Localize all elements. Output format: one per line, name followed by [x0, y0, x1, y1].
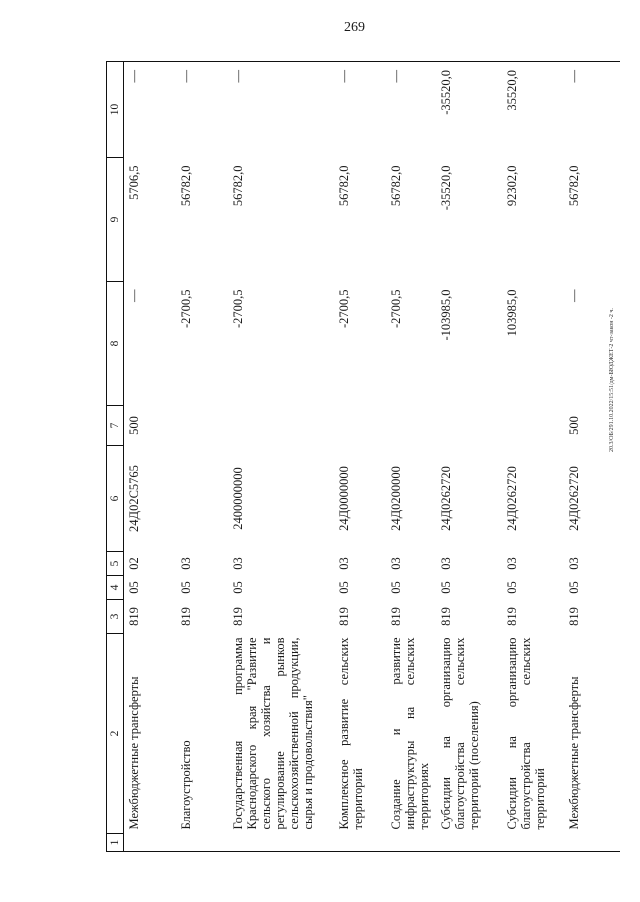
- row-cell-1: [124, 834, 177, 852]
- table-row: [502, 62, 564, 852]
- row-name: Субсидии на организацию благоустройства сельских территорий (поселения): [439, 637, 481, 830]
- table-row: [436, 62, 502, 852]
- row-cell-3: 819: [567, 607, 581, 626]
- row-cell-3: 819: [505, 607, 519, 626]
- row-cell-7: [334, 406, 386, 446]
- page-number: 269: [344, 20, 365, 35]
- row-cell-8: —: [127, 289, 141, 302]
- row-cell-10: —: [228, 62, 334, 158]
- row-name: Государственная программа Краснодарского края "Развитие сельского хозяйства и регулирование рынков сельскохозяйственной продукции, сырья и продовольствия": [231, 637, 315, 830]
- header-cell: 6: [107, 446, 124, 552]
- row-cell-5: 03: [567, 557, 581, 570]
- row-cell-9: 92302,0: [505, 165, 519, 207]
- row-cell-6: 24Д02С5765: [127, 465, 141, 532]
- header-cell: 9: [107, 158, 124, 282]
- row-cell-1: [436, 834, 502, 852]
- row-cell-7: 500: [127, 416, 141, 435]
- row-name: Создание и развитие инфраструктуры на сельских территориях: [389, 637, 431, 830]
- row-cell-4: 05: [505, 581, 519, 594]
- row-cell-7: [436, 406, 502, 446]
- header-cell: 7: [107, 406, 124, 446]
- row-name: Субсидии на организацию благоустройства сельских территорий: [505, 637, 547, 830]
- row-cell-4: 05: [337, 581, 351, 594]
- row-cell-9: 56782,0: [389, 165, 403, 207]
- row-cell-9: 56782,0: [179, 165, 193, 207]
- row-cell-3: 819: [439, 607, 453, 626]
- row-cell-9: 5706,5: [127, 165, 141, 200]
- row-cell-10: —: [176, 62, 228, 158]
- row-cell-7: [386, 406, 436, 446]
- header-cell: 4: [107, 576, 124, 600]
- row-cell-4: 05: [389, 581, 403, 594]
- table-header-row: [107, 62, 124, 852]
- row-cell-3: 819: [127, 607, 141, 626]
- row-cell-9: 56782,0: [231, 165, 245, 207]
- row-cell-9: -35520,0: [439, 165, 453, 211]
- table-row: [176, 62, 228, 852]
- header-cell: 1: [107, 834, 124, 852]
- row-cell-10: —: [386, 62, 436, 158]
- header-cell: 3: [107, 600, 124, 634]
- row-cell-3: 819: [337, 607, 351, 626]
- row-cell-6: 2400000000: [231, 467, 245, 530]
- row-cell-7: 500: [567, 416, 581, 435]
- row-cell-7: [228, 406, 334, 446]
- row-cell-6: 24Д0200000: [389, 466, 403, 531]
- table-row: [228, 62, 334, 852]
- row-cell-5: 02: [127, 557, 141, 570]
- row-cell-5: 03: [439, 557, 453, 570]
- row-cell-8: -2700,5: [389, 289, 403, 329]
- row-cell-5: 03: [179, 557, 193, 570]
- budget-table-rotated: [106, 62, 584, 852]
- row-cell-7: [176, 406, 228, 446]
- budget-table: [106, 61, 620, 852]
- row-cell-8: 103985,0: [505, 289, 519, 337]
- row-cell-8: -2700,5: [231, 289, 245, 329]
- row-cell-5: 03: [231, 557, 245, 570]
- row-cell-9: 56782,0: [337, 165, 351, 207]
- table-row: [564, 62, 620, 852]
- table-row: [124, 62, 177, 852]
- row-cell-1: [176, 834, 228, 852]
- row-name: Межбюджетные трансферты: [567, 676, 581, 830]
- row-cell-10: —: [334, 62, 386, 158]
- row-cell-7: [502, 406, 564, 446]
- header-cell: 2: [107, 634, 124, 834]
- header-cell: 10: [107, 62, 124, 158]
- row-cell-8: -103985,0: [439, 289, 453, 341]
- row-name: Комплексное развитие сельских территорий: [337, 637, 365, 830]
- row-cell-1: [334, 834, 386, 852]
- row-cell-4: 05: [231, 581, 245, 594]
- row-cell-10: 35520,0: [502, 62, 564, 158]
- row-cell-6: 24Д0262720: [505, 466, 519, 531]
- row-cell-6: 24Д0262720: [567, 466, 581, 531]
- row-cell-10: —: [124, 62, 177, 158]
- row-cell-9: 56782,0: [567, 165, 581, 207]
- document-footer-note: 20.3/ОБ/291.10.2022/15:51/дм-БЮДЖЕТ-2 чт-закон -2 ч.: [609, 308, 615, 452]
- row-cell-6: 24Д0000000: [337, 466, 351, 531]
- table-row: [386, 62, 436, 852]
- row-cell-8: -2700,5: [337, 289, 351, 329]
- row-cell-3: 819: [231, 607, 245, 626]
- row-cell-6: 24Д0262720: [439, 466, 453, 531]
- row-cell-3: 819: [389, 607, 403, 626]
- row-name: Благоустройство: [179, 740, 193, 830]
- row-cell-8: —: [567, 289, 581, 302]
- row-cell-5: 03: [389, 557, 403, 570]
- header-cell: 5: [107, 552, 124, 576]
- row-cell-3: 819: [179, 607, 193, 626]
- row-cell-10: —: [564, 62, 620, 158]
- row-cell-4: 05: [439, 581, 453, 594]
- row-cell-6: [176, 446, 228, 552]
- row-name: Межбюджетные трансферты: [127, 676, 141, 830]
- row-cell-5: 03: [505, 557, 519, 570]
- row-cell-1: [564, 834, 620, 852]
- row-cell-8: -2700,5: [179, 289, 193, 329]
- row-cell-4: 05: [567, 581, 581, 594]
- row-cell-10: -35520,0: [436, 62, 502, 158]
- row-cell-1: [386, 834, 436, 852]
- row-cell-1: [228, 834, 334, 852]
- row-cell-4: 05: [127, 581, 141, 594]
- header-cell: 8: [107, 282, 124, 406]
- table-row: [334, 62, 386, 852]
- row-cell-1: [502, 834, 564, 852]
- row-cell-4: 05: [179, 581, 193, 594]
- row-cell-5: 03: [337, 557, 351, 570]
